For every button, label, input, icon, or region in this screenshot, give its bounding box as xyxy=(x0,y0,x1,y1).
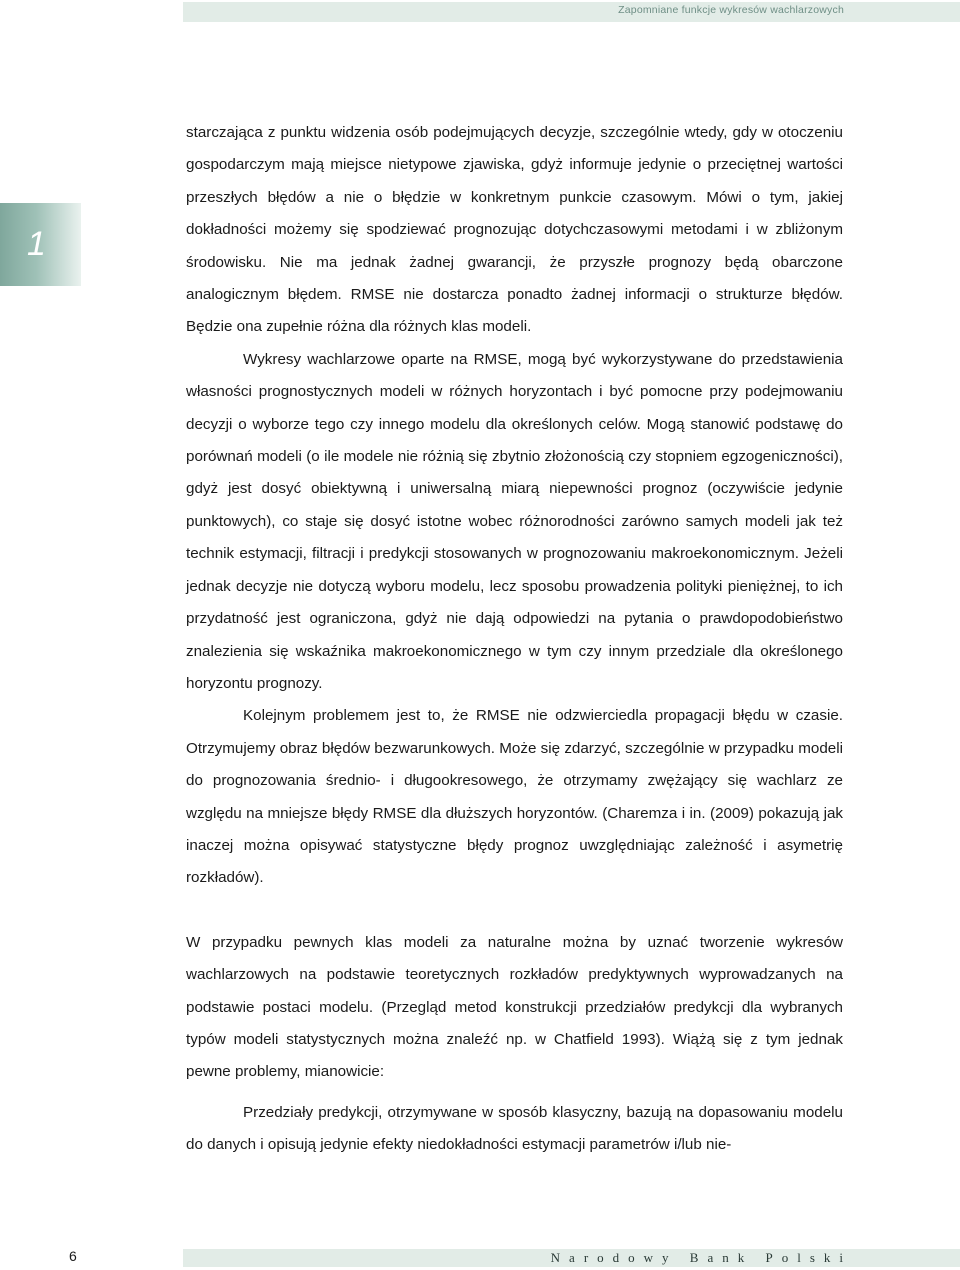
footer-publisher: Narodowy Bank Polski xyxy=(550,1250,852,1265)
chapter-tab xyxy=(0,203,81,286)
paragraph-4: W przypadku pewnych klas modeli za naturalne można by uznać tworzenie wykresów wachlarzowych na podstawie teoretycznych rozkładów predyktywnych wyprowadzanych na podstawie postaci modelu. (Przegląd metod konstrukcji przedziałów predykcji dla wybranych typów modeli statystycznych można znaleźć np. w Chatfield 1993). Wiążą się z tym jednak pewne problemy, mianowicie: xyxy=(186,933,843,1081)
paragraph-1: starczająca z punktu widzenia osób podejmujących decyzje, szczególnie wtedy, gdy w otoczeniu gospodarczym mają miejsce nietypowe zjawiska, gdyż informuje jedynie o przeciętnej wartości przeszłych błędów a nie o błędzie w konkretnym punkcie czasowym. Mówi o tym, jakiej dokładności możemy się spodziewać prognozując dotychczasowymi metodami i w zbliżonym środowisku. Nie ma jednak żadnej gwarancji, że przyszłe prognozy będą obarczone analogicznym błędem. RMSE nie dostarcza ponadto żadnej informacji o strukturze błędów. Będzie ona zupełnie różna dla różnych klas modeli. xyxy=(186,124,843,336)
page-number: 6 xyxy=(69,1248,77,1264)
body-text xyxy=(186,117,843,1162)
paragraph-2: Wykresy wachlarzowe oparte na RMSE, mogą być wykorzystywane do przedstawienia własności prognostycznych modeli w różnych horyzontach i być pomocne przy podejmowaniu decyzji o wyborze tego czy innego modelu dla określonych celów. Mogą stanowić podstawę do porównań modeli (o ile modele nie różnią się zbytnio złożonością czy stopniem egzogeniczności), gdyż jest dosyć obiektywną i uniwersalną miarą niepewności prognoz (oczywiście jedynie punktowych), co staje się dosyć istotne wobec różnorodności zarówno samych modeli jak też technik estymacji, filtracji i predykcji stosowanych w prognozowaniu makroekonomicznym. Jeżeli jednak decyzje nie dotyczą wyboru modelu, lecz sposobu prowadzenia polityki pieniężnej, to ich przydatność jest ograniczona, gdyż nie dają odpowiedzi na pytania o prawdopodobieństwo znalezienia się wskaźnika makroekonomicznego w tym czy innym przedziale dla określonego horyzontu prognozy. xyxy=(186,350,843,692)
running-header-title: Zapomniane funkcje wykresów wachlarzowych xyxy=(618,4,844,16)
paragraph-3: Kolejnym problemem jest to, że RMSE nie odzwierciedla propagacji błędu w czasie. Otrzymujemy obraz błędów bezwarunkowych. Może się zdarzyć, szczególnie w przypadku modeli do prognozowania średnio- i długookresowego, że otrzymamy zwężający się wachlarz ze względu na mniejsze błędy RMSE dla dłuższych horyzontów. (Charemza i in. (2009) pokazują jak inaczej można opisywać statystyczne błędy prognoz uwzględniając zależność i asymetrię rozkładów). xyxy=(186,707,843,887)
chapter-number: 1 xyxy=(27,225,46,263)
paragraph-5: Przedziały predykcji, otrzymywane w sposób klasyczny, bazują na dopasowaniu modelu do danych i opisują jedynie efekty niedokładności estymacji parametrów i/lub nie- xyxy=(186,1103,843,1154)
